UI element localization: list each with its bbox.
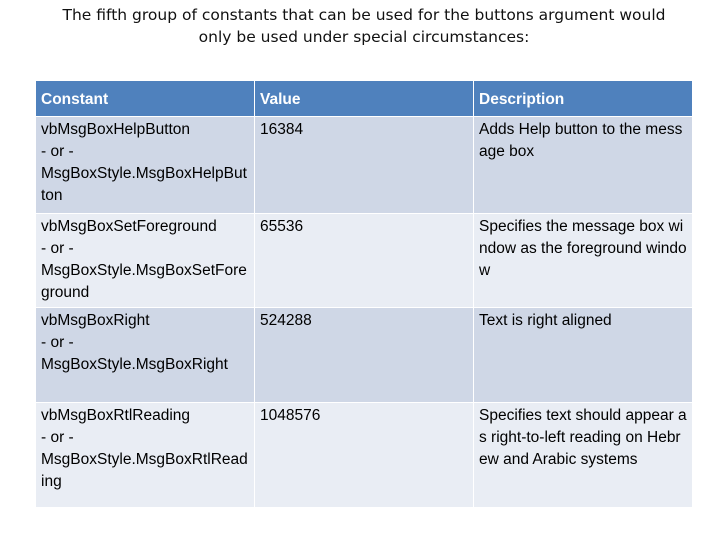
constant-cell <box>36 308 255 403</box>
value-cell: 524288 <box>255 308 474 403</box>
or-separator: - or - <box>41 334 74 351</box>
column-header-description: Description <box>474 81 693 117</box>
value-cell: 1048576 <box>255 403 474 508</box>
or-separator: - or - <box>41 240 74 257</box>
constant-alt-name: MsgBoxStyle.MsgBoxRtlReading <box>41 451 248 490</box>
constant-cell <box>36 403 255 508</box>
constant-name: vbMsgBoxHelpButton <box>41 121 191 138</box>
constant-alt-name: MsgBoxStyle.MsgBoxHelpButton <box>41 165 247 204</box>
constant-name: vbMsgBoxRtlReading <box>41 407 191 424</box>
table-header-row <box>36 81 693 117</box>
constant-alt-name: MsgBoxStyle.MsgBoxSetForeground <box>41 262 247 301</box>
constant-cell <box>36 214 255 308</box>
page-heading <box>20 4 708 48</box>
column-header-constant: Constant <box>36 81 255 117</box>
description-cell: Specifies text should appear as right-to-left reading on Hebrew and Arabic systems <box>474 403 693 508</box>
description-cell: Text is right aligned <box>474 308 693 403</box>
table-row <box>36 214 693 308</box>
constant-cell <box>36 117 255 214</box>
or-separator: - or - <box>41 143 74 160</box>
table-row <box>36 117 693 214</box>
constants-table <box>35 80 693 508</box>
description-cell: Specifies the message box window as the foreground window <box>474 214 693 308</box>
description-cell: Adds Help button to the message box <box>474 117 693 214</box>
constant-name: vbMsgBoxRight <box>41 312 150 329</box>
value-cell: 16384 <box>255 117 474 214</box>
heading-line-2: only be used under special circumstances: <box>198 28 530 46</box>
constant-alt-name: MsgBoxStyle.MsgBoxRight <box>41 356 228 373</box>
column-header-value: Value <box>255 81 474 117</box>
constant-name: vbMsgBoxSetForeground <box>41 218 217 235</box>
value-cell: 65536 <box>255 214 474 308</box>
heading-line-1: The fifth group of constants that can be used for the buttons argument would <box>62 6 666 24</box>
table-row <box>36 308 693 403</box>
or-separator: - or - <box>41 429 74 446</box>
table-row <box>36 403 693 508</box>
